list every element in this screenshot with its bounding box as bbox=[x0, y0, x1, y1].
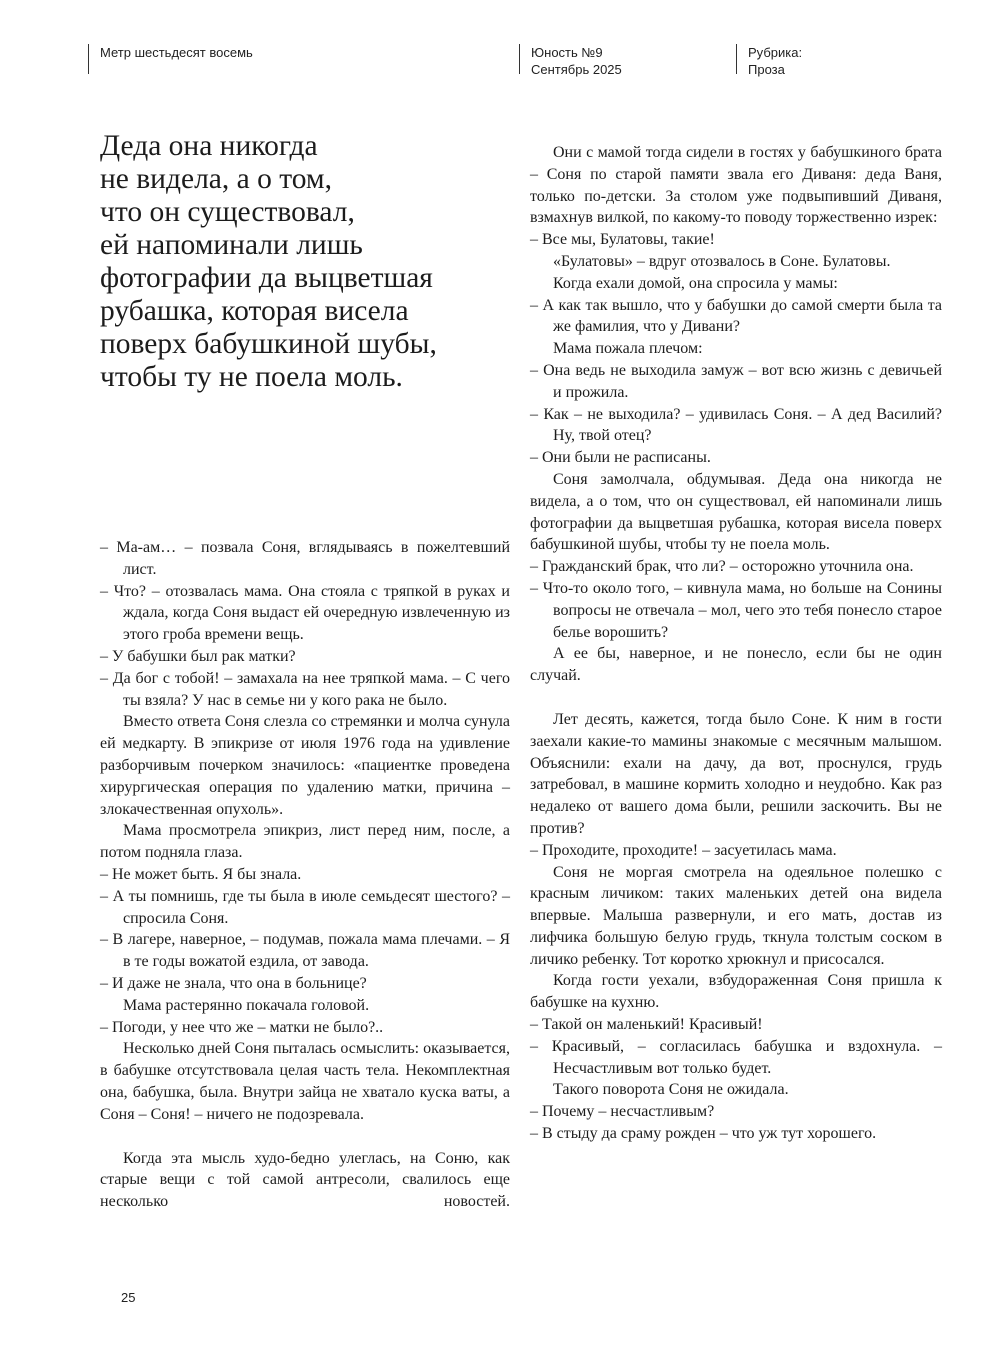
header-divider-left bbox=[88, 44, 89, 74]
dialogue-line: – Все мы, Булатовы, такие! bbox=[530, 231, 715, 249]
pull-quote-line: чтобы ту не поела моль. bbox=[100, 361, 403, 393]
dialogue-line: – А ты помнишь, где ты была в июле семьдесят шестого? – спросила Соня. bbox=[100, 887, 510, 927]
paragraph: «Булатовы» – вдруг отозвалось в Соне. Булатовы. bbox=[553, 252, 891, 270]
running-title: Метр шестьдесят восемь bbox=[100, 45, 253, 60]
body-column-right bbox=[530, 142, 942, 1145]
pull-quote bbox=[100, 130, 500, 394]
dialogue-line: – Ма-ам… – позвала Соня, вглядываясь в пожелтевший лист. bbox=[100, 539, 510, 578]
dialogue-line: – Что-то около того, – кивнула мама, но больше на Сонины вопросы не отвечала – мол, чего это тебя понесло старое белье ворошить? bbox=[530, 579, 942, 641]
paragraph: Вместо ответа Соня слезла со стремянки и молча сунула ей медкарту. В эпикризе от июля 1976 года на удивление разборчивым почерком значилось: «пациентке проведена хирургическая операция по удалению матки, причина – злокачественная опухоль». bbox=[100, 713, 510, 818]
paragraph: Они с мамой тогда сидели в гостях у бабушкиного брата – Соня по старой памяти звала его Диваня: деда Ваня, только по-детски. За столом уже подвыпивший Диваня, взмахнув вилкой, по какому-то поводу торжественно изрек: bbox=[530, 144, 942, 227]
dialogue-line: – Они были не расписаны. bbox=[530, 449, 711, 467]
dialogue-line: – Не может быть. Я бы знала. bbox=[100, 865, 302, 883]
dialogue-line: – И даже не знала, что она в больнице? bbox=[100, 974, 367, 992]
dialogue-line: – Что? – отозвалась мама. Она стояла с тряпкой в руках и ждала, когда Соня выдаст ей очередную извлеченную из этого гроба времени вещь. bbox=[100, 582, 510, 644]
page-number: 25 bbox=[121, 1290, 136, 1305]
rubric-value: Проза bbox=[748, 62, 785, 77]
paragraph: Несколько дней Соня пыталась осмыслить: оказывается, в бабушке отсутствовала целая часть тела. Некомплектная она, бабушка, была. Внутри зайца не хватало куска ваты, а Соня – Соня! – ничего не подозревала. bbox=[100, 1040, 510, 1123]
dialogue-line: – У бабушки был рак матки? bbox=[100, 647, 296, 665]
issue-date: Сентябрь 2025 bbox=[531, 62, 622, 77]
paragraph: Соня не моргая смотрела на одеяльное полешко с красным личиком: таких маленьких детей она видела впервые. Малыша развернули, и его мать, достав из лифчика большую белую грудь, ткнула толстым соском в личико ребенку. Тот коротко хрюкнул и присосался. bbox=[530, 863, 942, 968]
magazine-info bbox=[531, 44, 622, 78]
dialogue-line: – Такой он маленький! Красивый! bbox=[530, 1016, 763, 1034]
pull-quote-line: фотографии да выцветшая bbox=[100, 262, 433, 294]
dialogue-line: – Проходите, проходите! – засуетилась мама. bbox=[530, 841, 837, 859]
rubric-info bbox=[748, 44, 802, 78]
paragraph: Когда ехали домой, она спросила у мамы: bbox=[553, 274, 838, 292]
paragraph: Когда эта мысль худо-бедно улеглась, на Соню, как старые вещи с той самой антресоли, свалилось еще несколько новостей. bbox=[100, 1149, 510, 1211]
dialogue-line: – Она ведь не выходила замуж – вот всю жизнь с девичьей и прожила. bbox=[530, 361, 942, 401]
pull-quote-line: что он существовал, bbox=[100, 196, 355, 228]
header-divider-rubric bbox=[736, 44, 737, 74]
paragraph: Лет десять, кажется, тогда было Соне. К ним в гости заехали какие-то мамины знакомые с месячным малышом. Объяснили: ехали на дачу, да вот, проснулся, грудь затребовал, в машине кормить холодно и неудобно. Как раз недалеко от вашего дома были, решили заскочить. Вы не против? bbox=[530, 710, 942, 837]
dialogue-line: – А как так вышло, что у бабушки до самой смерти была та же фамилия, что у Дивани? bbox=[530, 296, 942, 336]
dialogue-line: – Да бог с тобой! – замахала на нее тряпкой мама. – С чего ты взяла? У нас в семье ни у кого рака не было. bbox=[100, 669, 510, 709]
paragraph: А ее бы, наверное, и не понесло, если бы не один случай. bbox=[530, 645, 942, 685]
paragraph: Мама пожала плечом: bbox=[553, 340, 703, 358]
rubric-label: Рубрика: bbox=[748, 45, 803, 60]
pull-quote-line: ей напоминали лишь bbox=[100, 229, 363, 261]
paragraph: Когда гости уехали, взбудораженная Соня пришла к бабушке на кухню. bbox=[530, 972, 942, 1012]
pull-quote-line: не видела, а о том, bbox=[100, 163, 332, 195]
paragraph: Такого поворота Соня не ожидала. bbox=[553, 1081, 789, 1099]
magazine-name: Юность №9 bbox=[531, 45, 603, 60]
body-column-left bbox=[100, 537, 510, 1213]
dialogue-line: – В стыду да сраму рожден – что уж тут хорошего. bbox=[530, 1125, 877, 1143]
paragraph: Мама просмотрела эпикриз, лист перед ним, после, а потом подняла глаза. bbox=[100, 822, 510, 862]
header-divider-magazine bbox=[519, 44, 520, 74]
pull-quote-line: Деда она никогда bbox=[100, 130, 318, 162]
dialogue-line: – Красивый, – согласилась бабушка и вздохнула. – Несчастливым вот только будет. bbox=[530, 1037, 942, 1077]
dialogue-line: – Гражданский брак, что ли? – осторожно уточнила она. bbox=[530, 558, 914, 576]
dialogue-line: – В лагере, наверное, – подумав, пожала мама плечами. – Я в те годы вожатой ездила, от завода. bbox=[100, 931, 510, 971]
pull-quote-line: рубашка, которая висела bbox=[100, 295, 409, 327]
paragraph: Соня замолчала, обдумывая. Деда она никогда не видела, а о том, что он существовал, ей напоминали лишь фотографии да выцветшая рубашка, которая висела поверх бабушкиной шубы, чтобы ту не поела моль. bbox=[530, 470, 942, 554]
dialogue-line: – Погоди, у нее что же – матки не было?.. bbox=[100, 1018, 384, 1036]
dialogue-line: – Почему – несчастливым? bbox=[530, 1103, 715, 1121]
paragraph: Мама растерянно покачала головой. bbox=[123, 996, 370, 1014]
pull-quote-line: поверх бабушкиной шубы, bbox=[100, 328, 437, 360]
dialogue-line: – Как – не выходила? – удивилась Соня. – А дед Василий? Ну, твой отец? bbox=[530, 405, 942, 445]
